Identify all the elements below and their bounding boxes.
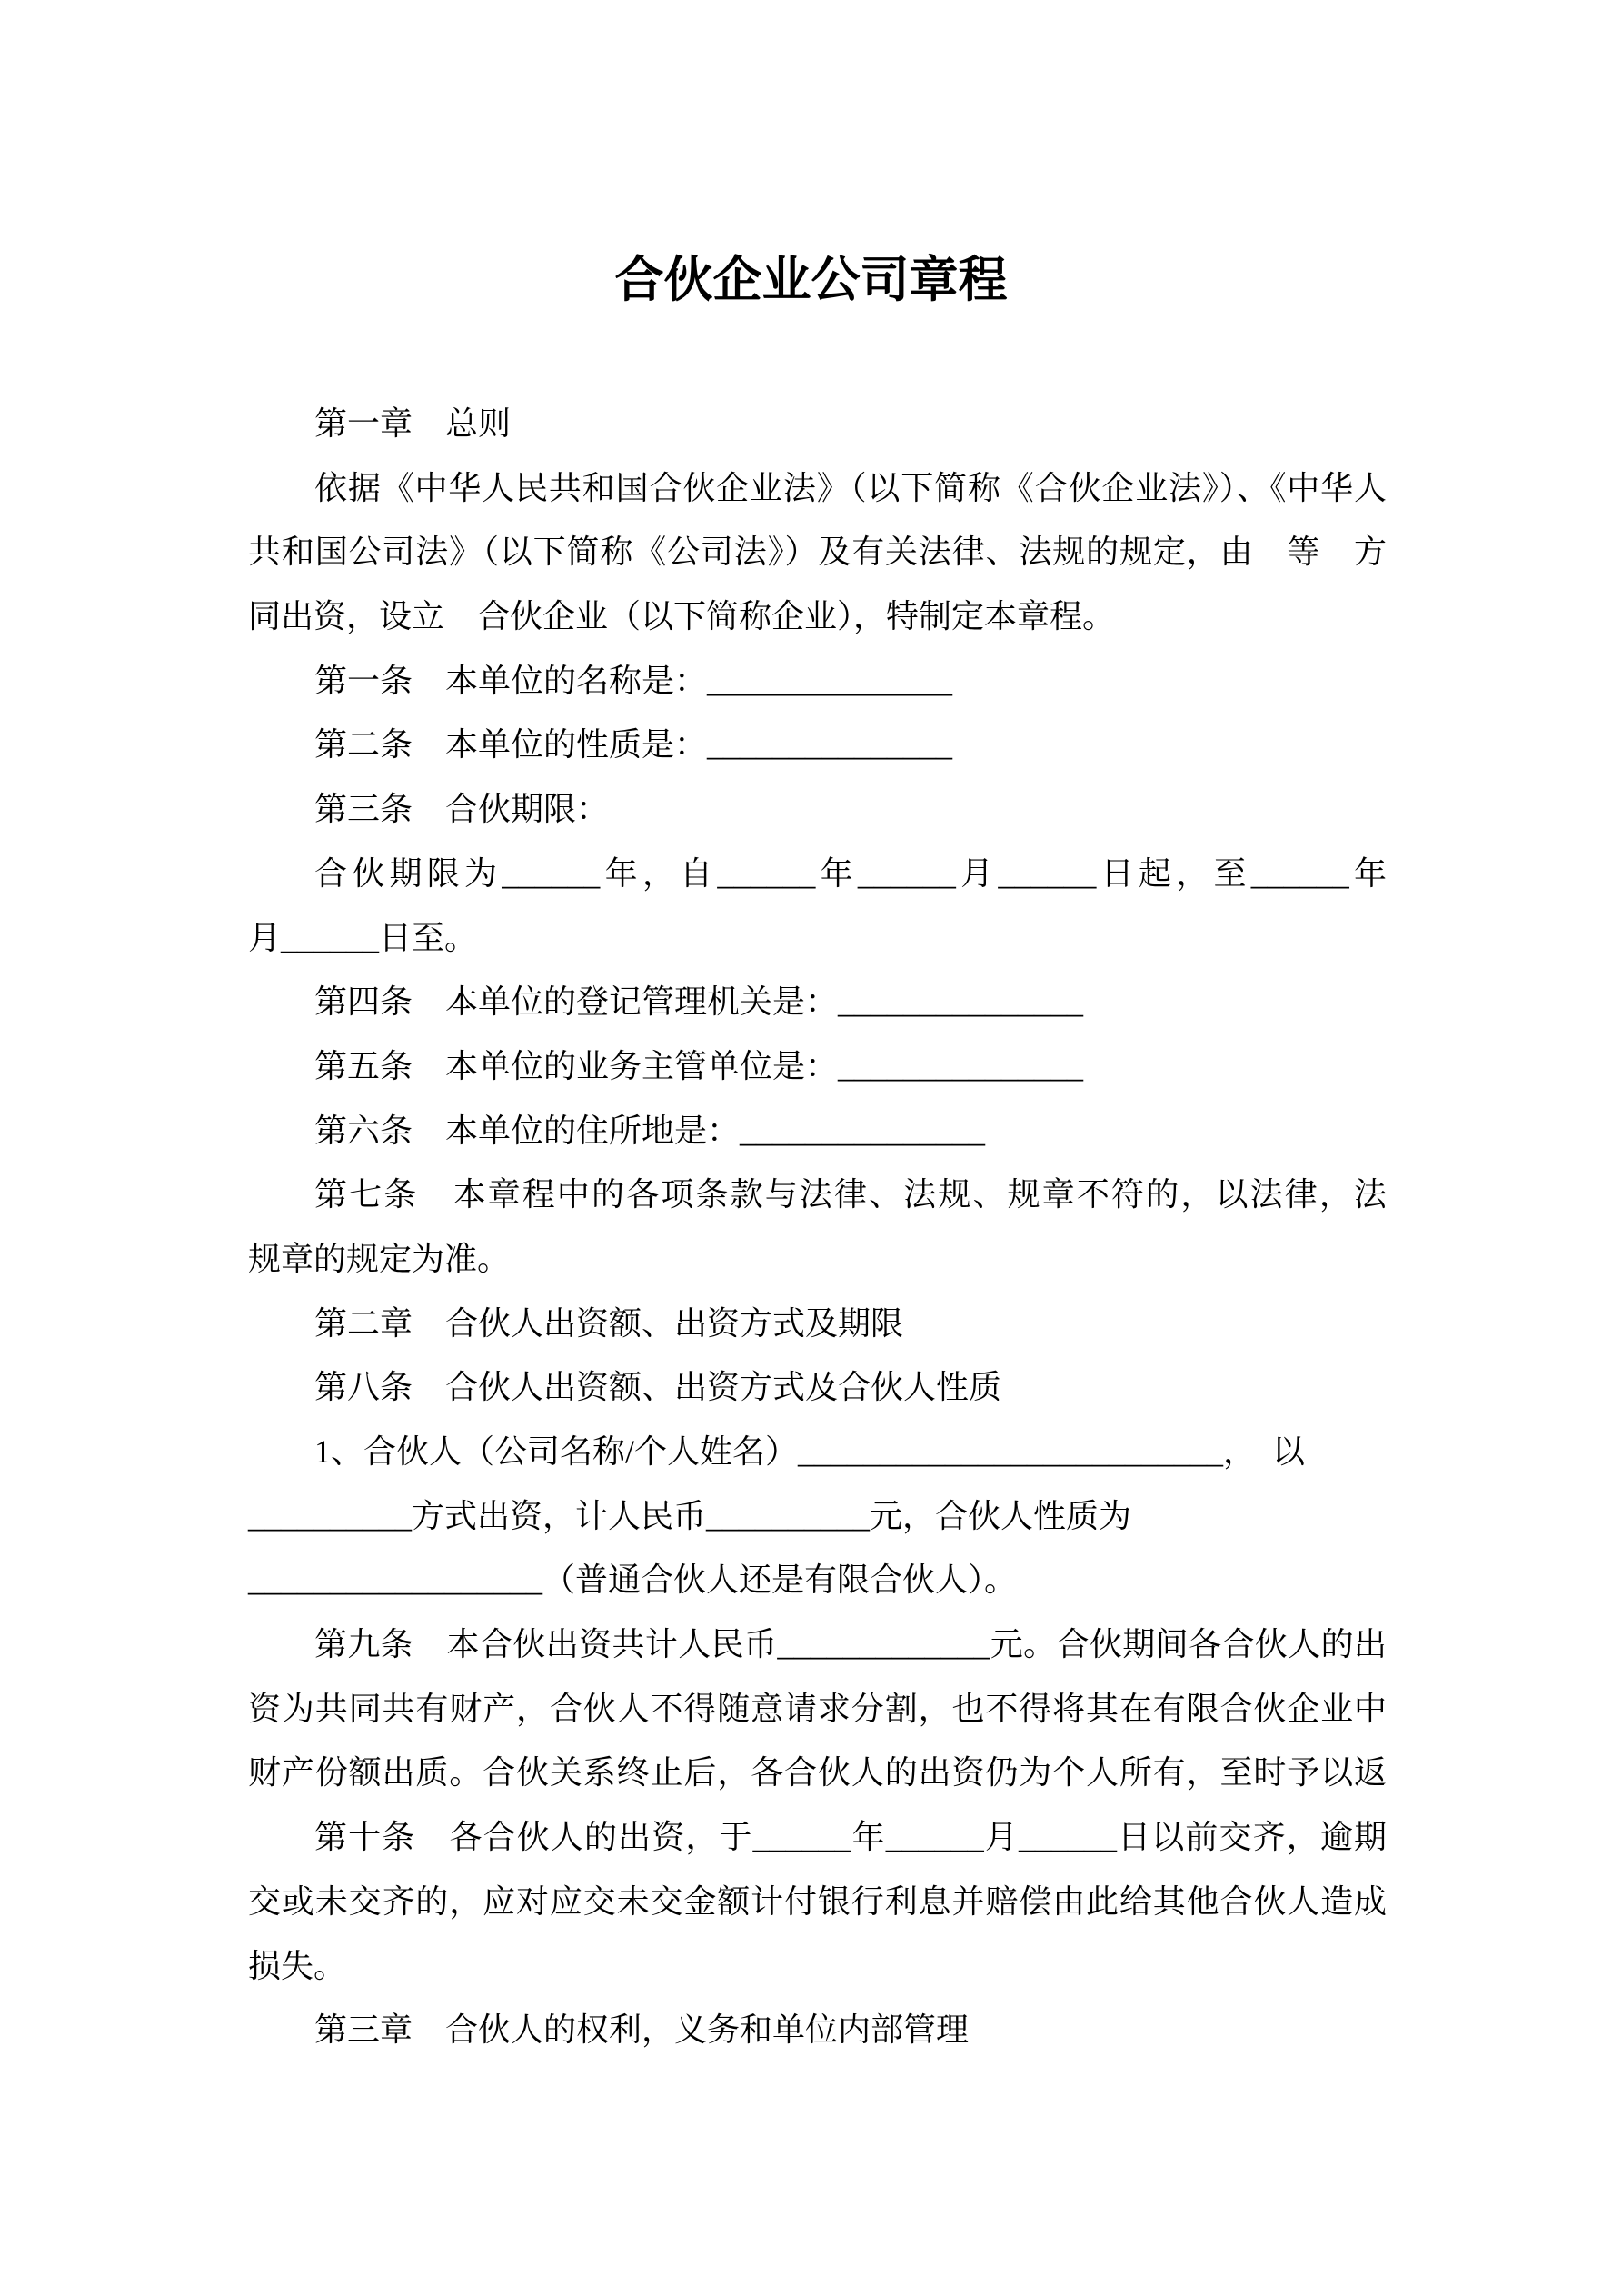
document-title: 合伙企业公司章程	[614, 253, 1008, 307]
partner-clause: __________方式出资，计人民币__________元，合伙人性质为	[248, 1497, 1132, 1534]
partner-clause: __________________（普通合伙人还是有限合伙人）。	[248, 1562, 1018, 1599]
preamble-line: 同出资，设立 合伙企业（以下简称企业），特制定本章程。	[248, 598, 1116, 635]
article-9: 资为共同共有财产，合伙人不得随意请求分割，也不得将其在有限合伙企业中	[248, 1690, 1387, 1727]
article-1: 第一条 本单位的名称是：_______________	[314, 662, 953, 699]
chapter-2-heading: 第二章 合伙人出资额、出资方式及期限	[314, 1304, 904, 1342]
article-5: 第五条 本单位的业务主管单位是：_______________	[314, 1047, 1084, 1084]
article-7: 规章的规定为准。	[248, 1240, 511, 1277]
article-3: 第三条 合伙期限：	[314, 791, 610, 828]
term-line: 合伙期限为______年，自______年______月______日起，至______年	[314, 854, 1387, 892]
article-10: 损失。	[248, 1947, 347, 1984]
chapter-1-heading: 第一章 总则	[314, 405, 512, 442]
preamble-line: 依据《中华人民共和国合伙企业法》（以下简称《合伙企业法》）、《中华人	[314, 469, 1387, 506]
document-body	[248, 392, 1387, 2062]
article-2: 第二条 本单位的性质是：_______________	[314, 726, 953, 764]
article-10: 第十条 各合伙人的出资，于______年______月______日以前交齐，逾期	[314, 1819, 1387, 1856]
article-4: 第四条 本单位的登记管理机关是：_______________	[314, 983, 1084, 1021]
article-8: 第八条 合伙人出资额、出资方式及合伙人性质	[314, 1369, 1002, 1406]
article-9: 财产份额出质。合伙关系终止后，各合伙人的出资仍为个人所有，至时予以返	[248, 1754, 1387, 1792]
article-10: 交或未交齐的，应对应交未交金额计付银行利息并赔偿由此给其他合伙人造成	[248, 1882, 1387, 1920]
partner-clause: 1、合伙人（公司名称/个人姓名）__________________________， 以	[314, 1433, 1306, 1470]
article-6: 第六条 本单位的住所地是：_______________	[314, 1112, 986, 1149]
article-7: 第七条 本章程中的各项条款与法律、法规、规章不符的，以法律，法	[314, 1176, 1387, 1213]
article-9: 第九条 本合伙出资共计人民币_____________元。合伙期间各合伙人的出	[314, 1626, 1387, 1663]
preamble-line: 共和国公司法》（以下简称《公司法》）及有关法律、法规的规定，由 等 方	[248, 534, 1387, 571]
term-line: 月______日至。	[248, 919, 478, 956]
chapter-3-heading: 第三章 合伙人的权利，义务和单位内部管理	[314, 2011, 970, 2049]
